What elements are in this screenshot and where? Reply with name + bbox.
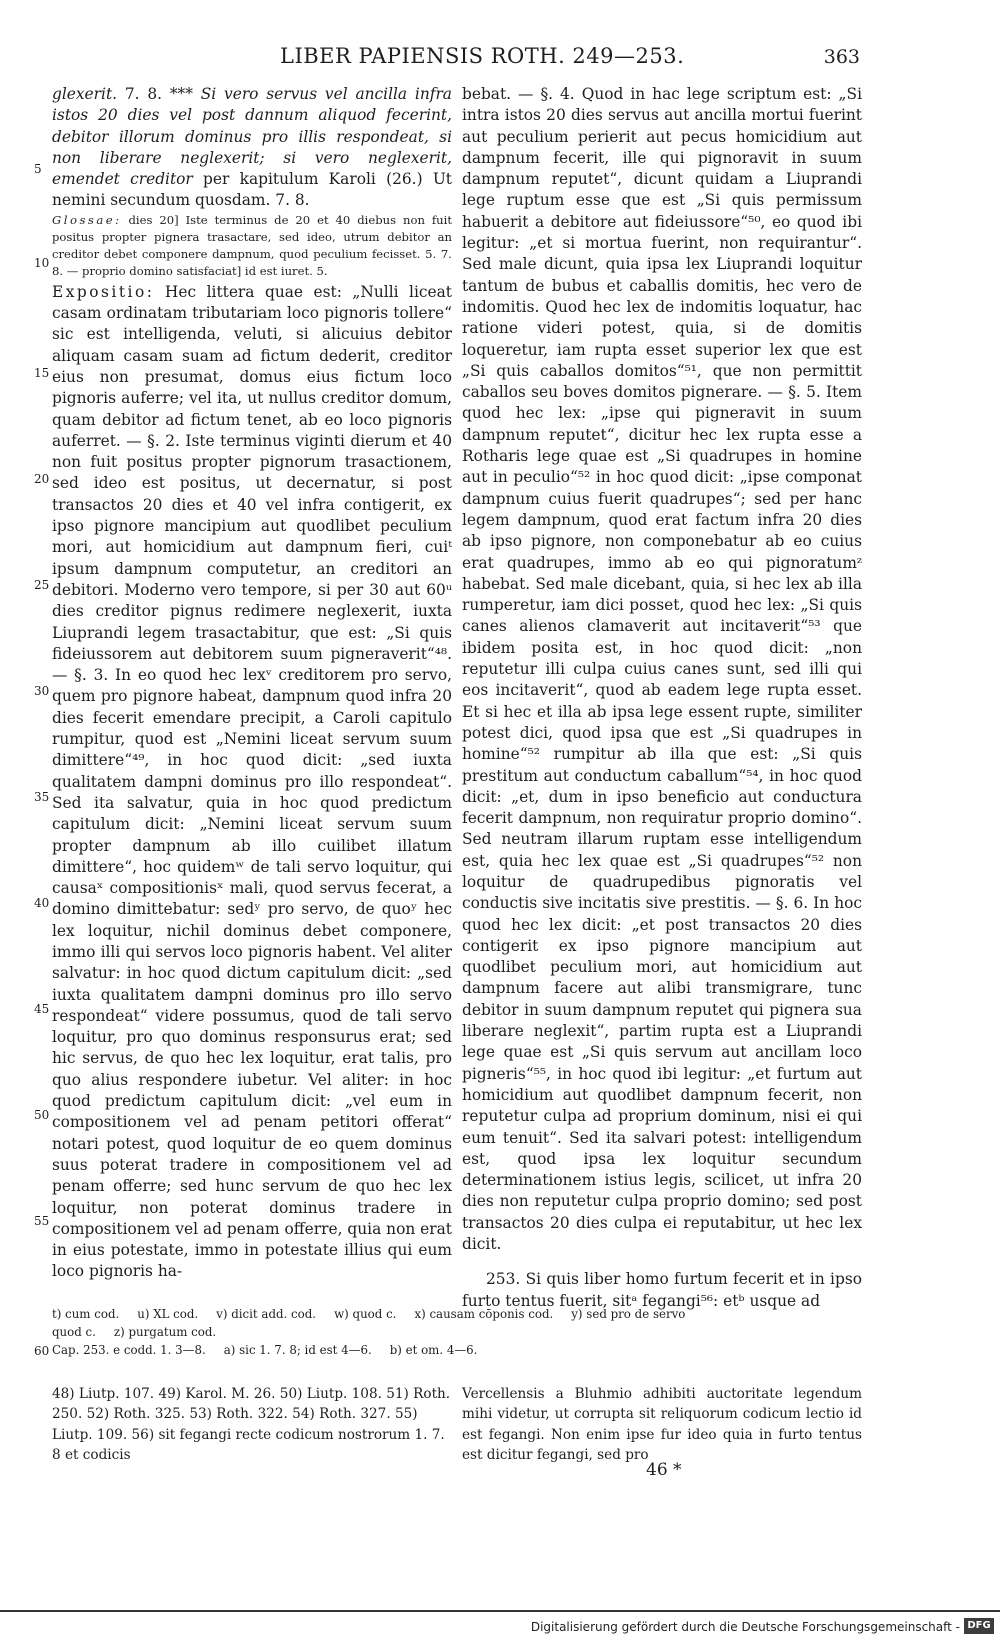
footer-bar bbox=[0, 1614, 1000, 1644]
right-column bbox=[462, 84, 862, 1312]
apparatus-note: a) sic 1. 7. 8; id est 4—6. bbox=[223, 1343, 372, 1357]
expositio-continuation: bebat. — §. 4. Quod in hac lege scriptum est: „Si intra istos 20 dies servus aut ancilla mortui fuerint aut peculium perierit aut pecus homicidium aut dampnum fecerit, ille qui pignoravit in suum dampnum reputet“, dicunt quidam a Liuprandi lege ruptum esse que est „Si quis permissum habuerit a debitore aut fideiussore“⁵⁰, eo quod ibi legitur: „et si mortua fuerint, non requirantur“. Sed male dicunt, quia ipsa lex Liuprandi loquitur tantum de bubus et caballis domitis, hec vero de indomitis. Quod hec lex de indomitis loquatur, hac ratione videri potest, quia, si de domitis loqueretur, iam rupta esset superior lex que est „Si quis caballos domitos“⁵¹, que non permittit caballos seu boves domitos pignerare. — §. 5. Item quod hec lex: „ipse qui pigneravit in suum dampnum reputet“, dicitur hec lex rupta esse a Rotharis lege quae est „Si quadrupes in homine aut in peculio“⁵² in hoc quod dicit: „ipse componat dampnum cuius fuerit quadrupes“; sed per hanc legem dampnum, quod erat factum infra 20 dies ab ipso pignore, non componebatur ab eo cuius erat quadrupes, immo ab eo qui pignoratumᶻ habebat. Sed male dicebant, quia, si hec lex ab illa rumperetur, iam dici posset, quod hec lex: „Si quis canes alienos clamaverit aut incitaverit“⁵³ que ibidem posita est, in hoc quod dicit: „non reputetur illi culpa cuius canes sunt, sed illi qui eos incitaverit“, quod ab eadem lege rupta esset. Et si hec et illa ab ipsa lege essent rupte, similiter potest dici, quod ipsa que est „Si quadrupes in homine“⁵² rumpitur ab illa que est: „Si quis prestitum aut conductum caballum“⁵⁴, in hoc quod dicit: „et, dum in ipso beneficio aut conductura fecerit dampnum, non requiratur proprio domino“. Sed neutram illarum ruptam esse intelligendum est, quia hec lex quae est „Si quadrupes“⁵² non loquitur de quadrupedibus pignoratis vel conductis sive incitatis sive prestitis. — §. 6. In hoc quod hec lex dicit: „et post transactos 20 dies contigerit ex ipso pignore mancipium aut quodlibet peculium mori, aut homicidium aut dampnum facere aut alibi transmigrare, tunc debitor in suum dampnum reputet qui pignera sua liberare neglexit“, partim rupta est a Liuprandi lege quae est „Si quis servum aut ancillam loco pigneris“⁵⁵, in hoc quod ibi legitur: „et furtum aut homicidium aut quodlibet dampnum fecerit, non reputetur culpa ad proprium dominum, nisi ei qui eum tenuit“. Sed ita salvari potest: intelligendum est, quod ipsa lex loquitur secundum determinationem istius legis, scilicet, ut infra 20 dies non reputetur culpa proprio domino; sed post transactos 20 dies culpa ei reputabitur, ut hec lex dicit. bbox=[462, 85, 862, 1254]
codex-sigla: 7. 8. *** bbox=[117, 85, 201, 103]
footnote-text: Vercellensis a Bluhmio adhibiti auctoritate legendum mihi videtur, ut corrupta sit reliquorum codicum lectio id est fegangi. Non enim ipse fur ideo quia in furto tentus est dicitur fegangi, sed pro bbox=[462, 1386, 862, 1463]
apparatus-note: Cap. 253. e codd. 1. 3—8. bbox=[52, 1343, 206, 1357]
law-253-paragraph: 253. Si quis liber homo furtum fecerit et in ipso furto tentus fuerit, sitᵃ fegangi⁵⁶: etᵇ usque ad bbox=[462, 1270, 862, 1310]
left-column bbox=[52, 84, 452, 1283]
glossae-text: dies 20] Iste terminus de 20 et 40 diebus non fuit positus propter pignera trasactare, sed ideo, utrum debitor an creditor debet componere dampnum, quod peculium fecisset. 5. 7. 8. — proprio domino satisfaciat] id est iuret. 5. bbox=[52, 212, 452, 278]
footnotes-right bbox=[462, 1384, 862, 1465]
line-number: 60 bbox=[34, 1344, 50, 1358]
apparatus-note: z) purgatum cod. bbox=[113, 1325, 217, 1339]
apparatus-note: x) causam cōponis cod. bbox=[414, 1307, 554, 1321]
line-number: 20 bbox=[34, 472, 50, 486]
footnote-text: 48) Liutp. 107. 49) Karol. M. 26. 50) Liutp. 108. 51) Roth. 250. 52) Roth. 325. 53) Roth. 322. 54) Roth. 327. 55) Liutp. 109. 56) sit fegangi recte codicum nostrorum 1. 7. 8 et codicis bbox=[52, 1386, 451, 1463]
line-number: 45 bbox=[34, 1002, 50, 1016]
line-number: 35 bbox=[34, 790, 50, 804]
apparatus-note: y) sed pro de servo bbox=[571, 1307, 686, 1321]
page-header bbox=[0, 40, 1000, 74]
signature-mark: 46 * bbox=[646, 1460, 682, 1480]
apparatus-note: b) et om. 4—6. bbox=[389, 1343, 478, 1357]
line-number: 15 bbox=[34, 366, 50, 380]
dfg-logo: DFG bbox=[964, 1618, 994, 1634]
apparatus-note: t) cum cod. bbox=[52, 1307, 120, 1321]
critical-apparatus bbox=[52, 1305, 872, 1359]
glossae-paragraph bbox=[52, 212, 452, 280]
apparatus-note: u) XL cod. bbox=[137, 1307, 199, 1321]
funding-notice: Digitalisierung gefördert durch die Deutsche Forschungsgemeinschaft - bbox=[530, 1620, 960, 1634]
apparatus-note: w) quod c. bbox=[334, 1307, 397, 1321]
footer-divider bbox=[0, 1610, 1000, 1612]
law-text-variant: Si vero servus vel ancilla infra istos 20 dies vel post dannum aliquod fecerint, debitor illorum dominus pro illis respondeat, si non liberare neglexerit; si vero neglexerit, emendet creditor bbox=[52, 85, 452, 189]
line-number: 50 bbox=[34, 1108, 50, 1122]
apparatus-note: quod c. bbox=[52, 1325, 96, 1339]
line-number: 30 bbox=[34, 684, 50, 698]
law-text-fragment: glexerit. bbox=[52, 85, 118, 103]
law-text-source: per kapitulum Karoli (26.) Ut nemini secundum quosdam. 7. 8. bbox=[52, 170, 452, 210]
line-number: 55 bbox=[34, 1214, 50, 1228]
footnotes-left bbox=[52, 1384, 452, 1465]
apparatus-note: v) dicit add. cod. bbox=[216, 1307, 317, 1321]
glossae-label: Glossae: bbox=[52, 212, 122, 227]
line-number: 10 bbox=[34, 256, 50, 270]
line-number: 5 bbox=[34, 162, 42, 176]
apparatus-line bbox=[52, 1341, 872, 1359]
law-text-paragraph bbox=[52, 84, 452, 212]
line-number: 40 bbox=[34, 896, 50, 910]
apparatus-line bbox=[52, 1323, 872, 1341]
expositio-paragraph bbox=[52, 282, 452, 1283]
expositio-label: Expositio: bbox=[52, 282, 155, 301]
expositio-text: Hec littera quae est: „Nulli liceat casam ordinatam tributariam loco pignoris tollere“ sic est intelligenda, veluti, si alicuius debitor aliquam casam suam ad fictum dederit, creditor eius non presumat, domus eius fictum loco pignoris auferre; vel ita, ut nullus creditor domum, quam debitor ad fictum tenet, ab eo loco pignoris auferret. — §. 2. Iste terminus viginti dierum et 40 non fuit positus propter pignorum trasactionem, sed ideo est positus, ut decernatur, si post transactos 20 dies et 40 vel infra contigerit, ex ipso pignore mancipium aut quodlibet peculium mori, aut homicidium aut dampnum fieri, cuiᵗ ipsum dampnum computetur, an creditori an debitori. Moderno vero tempore, si per 30 aut 60ᵘ dies creditor pignus redimere neglexerit, iuxta Liuprandi legem trasactabitur, que est: „Si quis fideiussorem aut debitorem suum pigneraverit“⁴⁸. — §. 3. In eo quod hec lexᵛ creditorem pro servo, quem pro pignore habeat, dampnum quod infra 20 dies fecerit emendare precipit, a Caroli capitulo rumpitur, quod est „Nemini liceat servum suum dimittere“⁴⁹, in hoc quod dicit: „sed iuxta qualitatem dampni dominus pro illo respondeat“. Sed ita salvatur, quia in hoc quod predictum capitulum dicit: „Nemini liceat servum suum propter dampnum ab illo cuilibet illatum dimittere“, hoc quidemʷ de tali servo loquitur, qui causaˣ compositionisˣ mali, quod servus fecerat, a domino dimittebatur: sedʸ pro servo, de quoʸ hec lex loquitur, nichil dominus debet componere, immo illi qui servos loco pignoris habent. Vel aliter salvatur: in hoc quod dictum capitulum dicit: „sed iuxta qualitatem dampni dominus pro illo servo respondeat“ videre possumus, quod de tali servo loquitur, pro quo dominus responsurus erat; sed hic servus, de quo hec lex loquitur, erat talis, pro quo alius respondere iubetur. Vel aliter: in hoc quod predictum capitulum dicit: „vel eum in compositionem vel ad penam petitori offerat“ notari potest, quod loquitur de eo quem dominus suus poterat tradere in compositionem vel ad penam offerre; sed hunc servum de quo hec lex loquitur, non poterat dominus tradere in compositionem vel ad penam offerre, quia non erat in eius potestate, immo in potestate illius qui eum loco pignoris ha- bbox=[52, 282, 452, 1281]
page-number: 363 bbox=[823, 46, 860, 68]
apparatus-line bbox=[52, 1305, 872, 1323]
line-number: 25 bbox=[34, 578, 50, 592]
running-title: LIBER PAPIENSIS ROTH. 249—253. bbox=[280, 44, 685, 68]
